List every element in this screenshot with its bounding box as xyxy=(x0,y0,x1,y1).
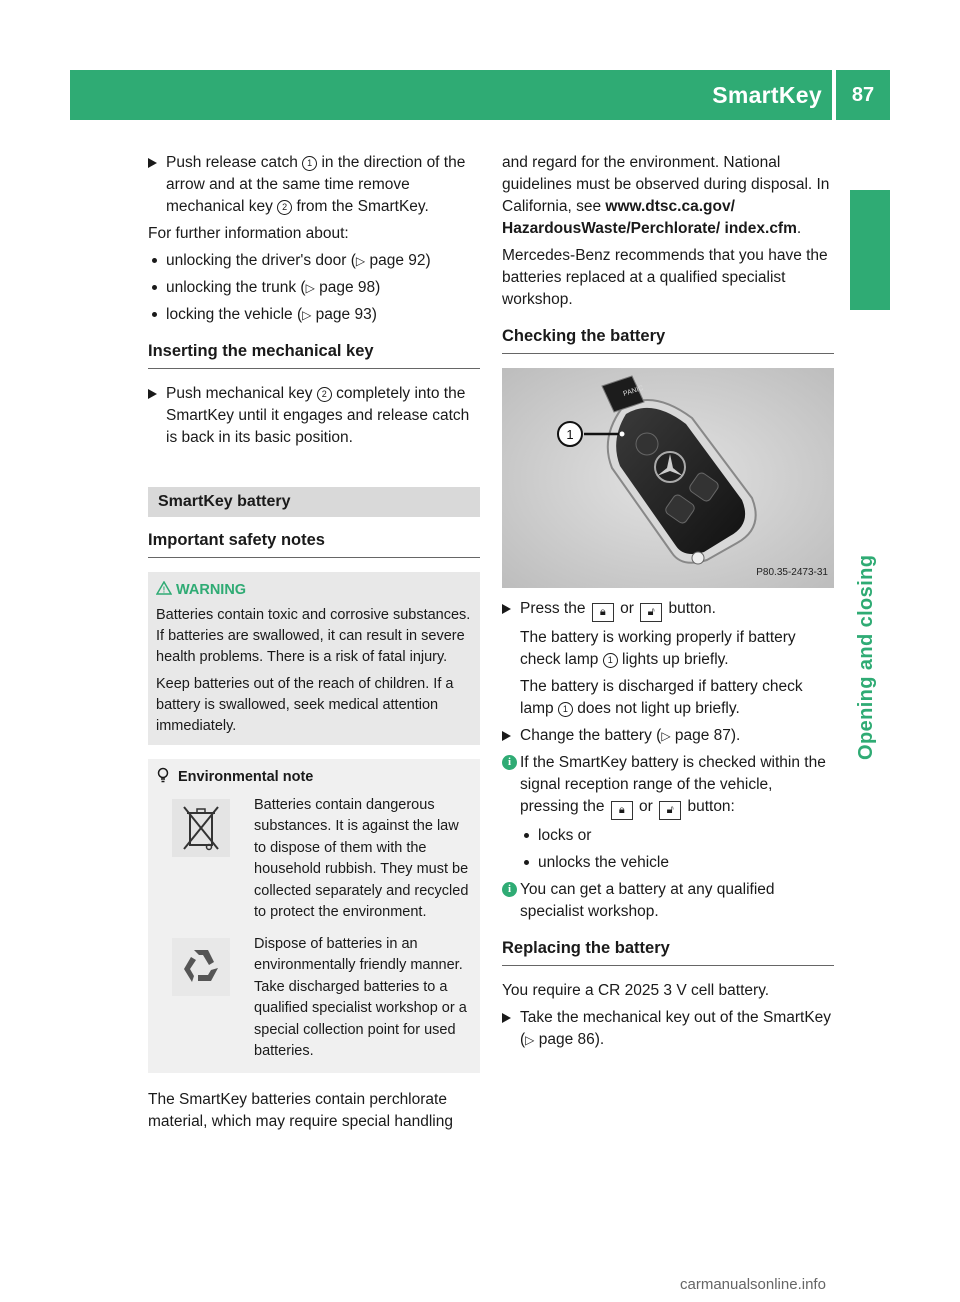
require-text: You require a CR 2025 3 V cell battery. xyxy=(502,982,770,999)
heading-replacing: Replacing the battery xyxy=(502,937,834,966)
battery-discharged: The battery is discharged if battery check lamp 1 does not light up briefly. xyxy=(520,678,803,717)
lock-icon: 🔒︎ xyxy=(611,801,633,820)
env-text-2: Dispose of batteries in an environmentally friendly manner. Take discharged batteries to a qualified specialist workshop or a special collection point for used batteries. xyxy=(254,935,467,1059)
svg-text:PANIC: PANIC xyxy=(622,384,645,398)
column-right xyxy=(502,152,834,1056)
crossed-bin-icon xyxy=(172,799,230,857)
recommendation-text: Mercedes-Benz recommends that you have the batteries replaced at a qualified specialist workshop. xyxy=(502,247,828,308)
list-item: locks or xyxy=(520,825,834,847)
warning-text-2: Keep batteries out of the reach of children. If a battery is swallowed, seek medical attention immediately. xyxy=(156,676,454,734)
photo-callout: 1 xyxy=(566,427,574,442)
info-icon: i xyxy=(502,882,517,897)
callout-2: 2 xyxy=(277,200,292,215)
photo-caption: P80.35-2473-31 xyxy=(756,567,828,578)
page-ref-arrow-icon: ▷ xyxy=(355,254,366,268)
further-info: For further information about: xyxy=(148,225,349,242)
smartkey-image xyxy=(502,368,834,588)
page-ref-arrow-icon: ▷ xyxy=(302,308,312,322)
side-label: Opening and closing xyxy=(855,554,877,760)
step-take-key: Take the mechanical key out of the SmartKey (▷ page 86). xyxy=(502,1007,834,1051)
heading-checking: Checking the battery xyxy=(502,325,834,354)
unlock-icon: 🔓︎ xyxy=(659,801,681,820)
list-item: unlocking the trunk (▷ page 98) xyxy=(148,277,480,299)
step-change-battery: Change the battery (▷ page 87). xyxy=(502,725,834,747)
warning-box xyxy=(148,572,480,745)
info-note-1: i If the SmartKey battery is checked within the signal reception range of the vehicle, pressing the 🔒︎ or 🔓︎ button: xyxy=(502,752,834,820)
page-number: 87 xyxy=(836,70,890,120)
heading-inserting: Inserting the mechanical key xyxy=(148,340,480,369)
unlock-icon: 🔓︎ xyxy=(640,603,662,622)
lightbulb-icon xyxy=(156,767,170,783)
page-ref-arrow-icon: ▷ xyxy=(525,1033,535,1047)
step-release-catch: Push release catch 1 in the direction of the arrow and at the same time remove mechanical key 2 from the SmartKey. xyxy=(148,152,480,218)
step-push-key: Push mechanical key 2 completely into the SmartKey until it engages and release catch is back in its basic position. xyxy=(148,383,480,449)
env-title: Environmental note xyxy=(156,767,472,789)
heading-safety: Important safety notes xyxy=(148,529,480,558)
web-link[interactable]: www.dtsc.ca.gov/ HazardousWaste/Perchlorate/ index.cfm xyxy=(502,198,797,237)
column-left xyxy=(148,152,480,1138)
battery-working: The battery is working properly if battery check lamp 1 lights up briefly. xyxy=(520,629,796,668)
page-ref-arrow-icon: ▷ xyxy=(661,729,671,743)
page-link[interactable]: page 93 xyxy=(315,306,372,323)
warning-text-1: Batteries contain toxic and corrosive substances. If batteries are swallowed, it can result in severe health problems. There is a risk of fatal injury. xyxy=(156,607,471,665)
info-note-2: i You can get a battery at any qualified specialist workshop. xyxy=(502,879,834,923)
callout-1: 1 xyxy=(302,156,317,171)
step-press-button: Press the 🔒︎ or 🔓︎ button. xyxy=(502,598,834,622)
list-item: locking the vehicle (▷ page 93) xyxy=(148,304,480,326)
info-icon: i xyxy=(502,755,517,770)
page-link[interactable]: page 87 xyxy=(674,727,731,744)
svg-text:!: ! xyxy=(162,585,166,595)
env-text-1: Batteries contain dangerous substances. It is against the law to dispose of them with the household rubbish. They must be collected separately and recycled to protect the environment. xyxy=(254,796,469,920)
page-link[interactable]: page 98 xyxy=(319,279,376,296)
page-link[interactable]: page 86 xyxy=(538,1031,595,1048)
page-link[interactable]: page 92 xyxy=(369,252,426,269)
side-tab xyxy=(850,190,890,310)
warning-title: ! WARNING xyxy=(156,580,472,601)
closing-text: The SmartKey batteries contain perchlorate material, which may require special handling xyxy=(148,1090,453,1130)
list-item: unlocks the vehicle xyxy=(520,852,834,874)
page-ref-arrow-icon: ▷ xyxy=(305,281,315,295)
side-label-wrap xyxy=(822,320,912,760)
section-title: SmartKey battery xyxy=(148,487,480,517)
smartkey-photo xyxy=(502,368,834,588)
list-item: unlocking the driver's door (▷ page 92) xyxy=(148,250,480,272)
watermark: carmanualsonline.info xyxy=(680,1276,826,1293)
recycle-icon xyxy=(172,938,230,996)
lock-icon: 🔒︎ xyxy=(592,603,614,622)
warning-triangle-icon xyxy=(156,581,172,595)
environment-box xyxy=(148,759,480,1073)
callout-2: 2 xyxy=(317,387,332,402)
header-title: SmartKey xyxy=(712,82,822,108)
continuation-text: and regard for the environment. National guidelines must be observed during disposal. In California, see www.dtsc.ca.gov/ HazardousWaste/Perchlorate/ index.cfm. xyxy=(502,154,830,237)
